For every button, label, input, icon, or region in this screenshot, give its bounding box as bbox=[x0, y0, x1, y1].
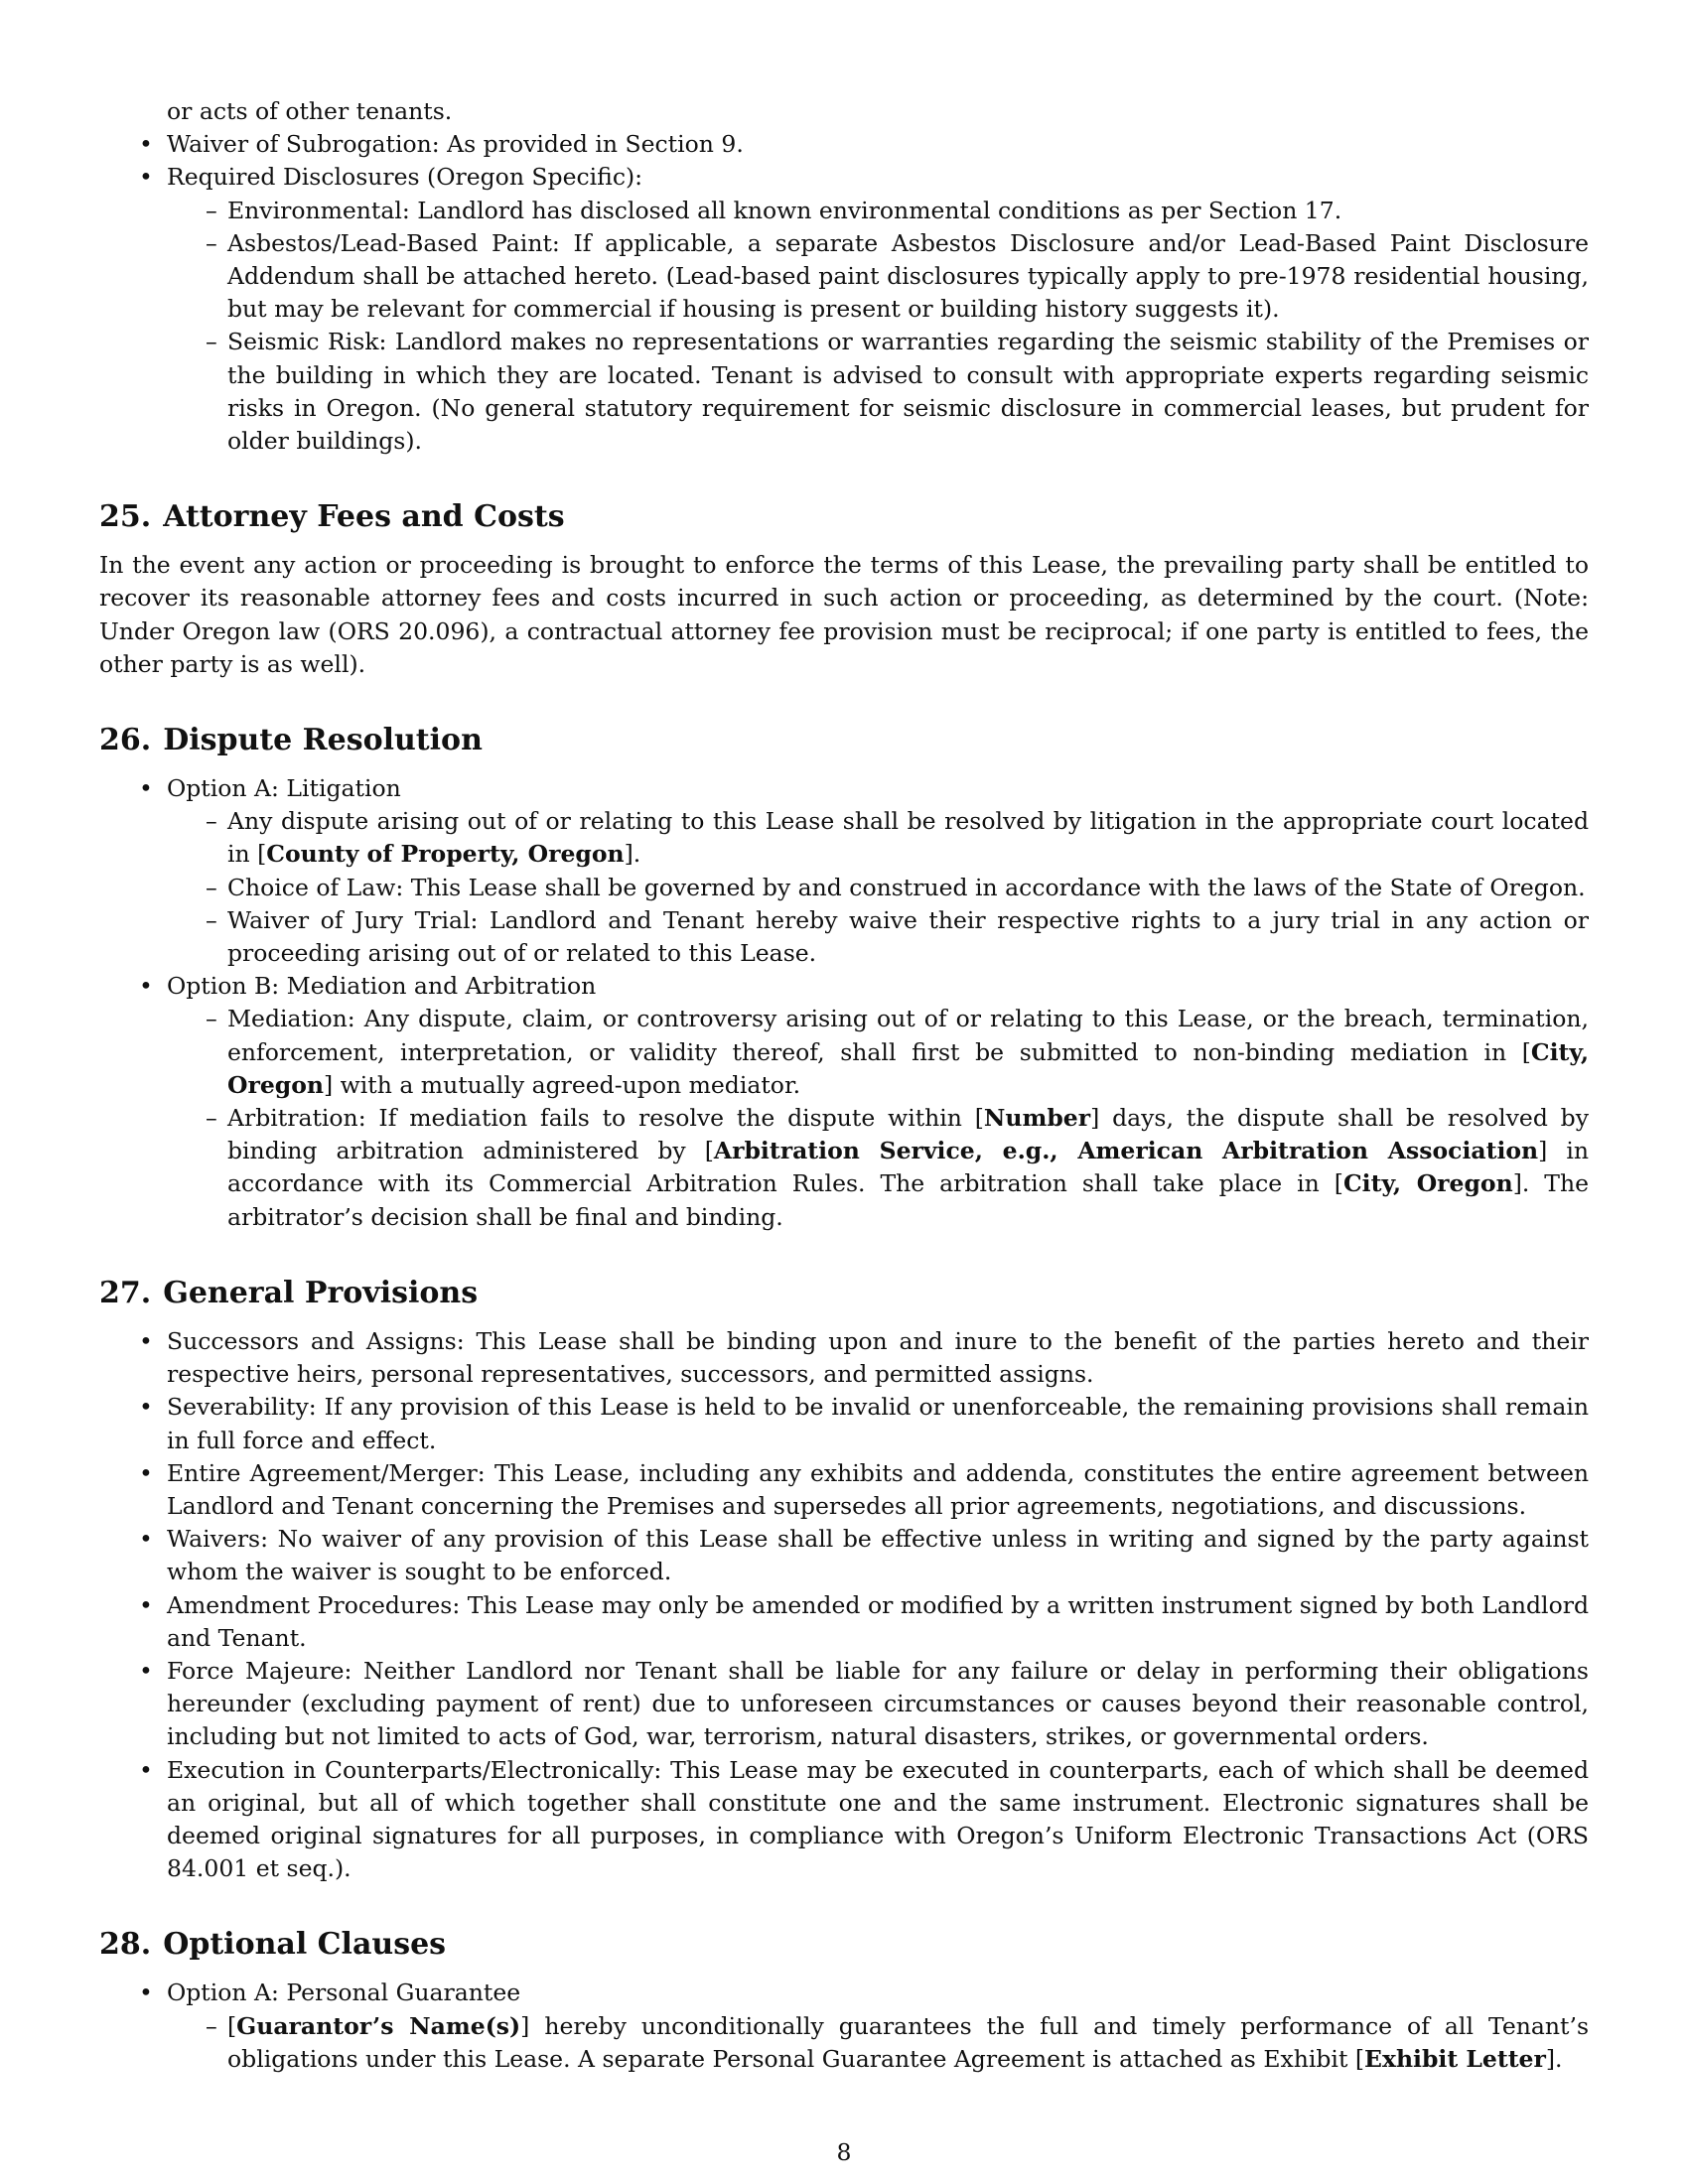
mediation-text: Mediation: Any dispute, claim, or controversy arising out of or relating to this Lease, or the breach, termination, enforcement, interpretation, or validity thereof, shall first be submitted to non-binding mediation in [ bbox=[227, 1005, 1589, 1066]
placeholder-arbitration-service: Arbitration Service, e.g., American Arbitration Association bbox=[713, 1137, 1539, 1165]
disclosure-list bbox=[99, 128, 1589, 458]
option-a-guarantee-label: Option A: Personal Guarantee bbox=[167, 1979, 521, 2007]
disclosures-sublist bbox=[167, 195, 1589, 459]
sublist-item-mediation bbox=[167, 1003, 1589, 1102]
list-item-personal-guarantee bbox=[99, 1977, 1589, 2076]
list-item: • Force Majeure: Neither Landlord nor Tenant shall be liable for any failure or delay in performing their obligations hereunder (excluding payment of rent) due to unforeseen circumstances or causes beyond their reasonable control, including but not limited to acts of God, war, terrorism, natural disasters, strikes, or governmental orders. bbox=[99, 1655, 1589, 1754]
required-disclosures-label: Required Disclosures (Oregon Specific): bbox=[167, 163, 643, 192]
section-26-title: Dispute Resolution bbox=[163, 723, 483, 758]
sublist-item-litigation bbox=[167, 805, 1589, 871]
list-item-option-b-mediation bbox=[99, 970, 1589, 1234]
sublist-item-guarantee bbox=[167, 2010, 1589, 2076]
list-item-required-disclosures bbox=[99, 161, 1589, 458]
guarantee-text-1: [ bbox=[227, 2011, 237, 2040]
list-continuation: or acts of other tenants. bbox=[167, 97, 453, 125]
sublist-item-environmental: – Environmental: Landlord has disclosed all known environmental conditions as per Section 17. bbox=[167, 195, 1589, 227]
guarantee-text-2: ] hereby unconditionally guarantees the full and timely performance of all Tenant’s obligations under this Lease. A separate Personal Guarantee Agreement is attached as Exhibit [ bbox=[227, 2011, 1590, 2073]
placeholder-city-mediation: City, Oregon bbox=[227, 1037, 1589, 1099]
sublist-item-choice-of-law: – Choice of Law: This Lease shall be governed by and construed in accordance with the laws of the State of Oregon. bbox=[167, 872, 1589, 904]
sublist-item-arbitration bbox=[167, 1102, 1589, 1234]
placeholder-exhibit-letter: Exhibit Letter bbox=[1364, 2044, 1546, 2073]
litigation-sublist bbox=[167, 805, 1589, 970]
list-item-waiver-subrogation: • Waiver of Subrogation: As provided in Section 9. bbox=[99, 128, 1589, 161]
section-28-title: Optional Clauses bbox=[163, 1927, 447, 1963]
arbitration-text-3: ] in accordance with its Commercial Arbitration Rules. The arbitration shall take place in [ bbox=[227, 1137, 1589, 1198]
section-26-number: 26. bbox=[99, 723, 152, 758]
section-27-heading bbox=[99, 1274, 1589, 1313]
section-27-title: General Provisions bbox=[163, 1275, 479, 1310]
placeholder-city-arbitration: City, Oregon bbox=[1342, 1169, 1513, 1198]
sublist-item-jury-waiver: – Waiver of Jury Trial: Landlord and Tenant hereby waive their respective rights to a jury trial in any action or proceeding arising out of or related to this Lease. bbox=[167, 904, 1589, 970]
section-25-heading bbox=[99, 497, 1589, 537]
list-item: • Execution in Counterparts/Electronically: This Lease may be executed in counterparts, each of which shall be deemed an original, but all of which together shall constitute one and the same instrument. Electronic signatures shall be deemed original signatures for all purposes, in compliance with Oregon’s Uniform Electronic Transactions Act (ORS 84.001 et seq.). bbox=[99, 1754, 1589, 1886]
arbitration-text-2: ] days, the dispute shall be resolved by binding arbitration administered by [ bbox=[227, 1104, 1589, 1165]
list-item: • Severability: If any provision of this Lease is held to be invalid or unenforceable, the remaining provisions shall remain in full force and effect. bbox=[99, 1391, 1589, 1456]
mediation-text-end: ] with a mutually agreed-upon mediator. bbox=[324, 1070, 801, 1099]
guarantee-text-3: ]. bbox=[1545, 2044, 1563, 2073]
section-27-number: 27. bbox=[99, 1275, 152, 1310]
placeholder-county: County of Property, Oregon bbox=[266, 840, 625, 869]
placeholder-guarantor-name: Guarantor’s Name(s) bbox=[236, 2011, 521, 2040]
sublist-item-seismic: – Seismic Risk: Landlord makes no representations or warranties regarding the seismic stability of the Premises or the building in which they are located. Tenant is advised to consult with appropriate experts regarding seismic risks in Oregon. (No general statutory requirement for seismic disclosure in commercial leases, but prudent for older buildings). bbox=[167, 326, 1589, 458]
arbitration-text-1: Arbitration: If mediation fails to resolve the dispute within [ bbox=[227, 1104, 984, 1133]
dispute-options-list bbox=[99, 772, 1589, 1234]
page-number: 8 bbox=[836, 2138, 852, 2166]
list-item: • Entire Agreement/Merger: This Lease, including any exhibits and addenda, constitutes the entire agreement between Landlord and Tenant concerning the Premises and supersedes all prior agreements, negotiations, and discussions. bbox=[99, 1457, 1589, 1523]
list-item: • Waivers: No waiver of any provision of this Lease shall be effective unless in writing and signed by the party against whom the waiver is sought to be enforced. bbox=[99, 1523, 1589, 1588]
list-item: • Successors and Assigns: This Lease shall be binding upon and inure to the benefit of the parties hereto and their respective heirs, personal representatives, successors, and permitted assigns. bbox=[99, 1325, 1589, 1391]
general-provisions-list bbox=[99, 1325, 1589, 1885]
mediation-sublist bbox=[167, 1003, 1589, 1233]
list-item: • Amendment Procedures: This Lease may only be amended or modified by a written instrument signed by both Landlord and Tenant. bbox=[99, 1589, 1589, 1655]
section-25-number: 25. bbox=[99, 499, 152, 535]
option-a-label: Option A: Litigation bbox=[167, 774, 401, 803]
section-25-body: In the event any action or proceeding is brought to enforce the terms of this Lease, the prevailing party shall be entitled to recover its reasonable attorney fees and costs incurred in such action or proceeding, as determined by the court. (Note: Under Oregon law (ORS 20.096), a contractual attorney fee provision must be reciprocal; if one party is entitled to fees, the other party is as well). bbox=[99, 551, 1589, 678]
litigation-text: Any dispute arising out of or relating to this Lease shall be resolved by litigation in the appropriate court located in [ bbox=[227, 807, 1589, 869]
litigation-text-end: ]. bbox=[624, 840, 641, 869]
sublist-item-asbestos: – Asbestos/Lead-Based Paint: If applicable, a separate Asbestos Disclosure and/or Lead-Based Paint Disclosure Addendum shall be attached hereto. (Lead-based paint disclosures typically apply to pre-1978 residential housing, but may be relevant for commercial if housing is present or building history suggests it). bbox=[167, 227, 1589, 327]
list-item-option-a-litigation bbox=[99, 772, 1589, 970]
option-b-label: Option B: Mediation and Arbitration bbox=[167, 972, 597, 1001]
section-25-title: Attorney Fees and Costs bbox=[163, 499, 565, 535]
section-28-number: 28. bbox=[99, 1927, 152, 1963]
arbitration-text-4: ]. The arbitrator’s decision shall be final and binding. bbox=[227, 1169, 1590, 1231]
optional-clauses-list bbox=[99, 1977, 1589, 2076]
placeholder-number: Number bbox=[983, 1104, 1091, 1133]
guarantee-sublist bbox=[167, 2010, 1589, 2076]
section-28-heading bbox=[99, 1925, 1589, 1965]
section-26-heading bbox=[99, 721, 1589, 760]
